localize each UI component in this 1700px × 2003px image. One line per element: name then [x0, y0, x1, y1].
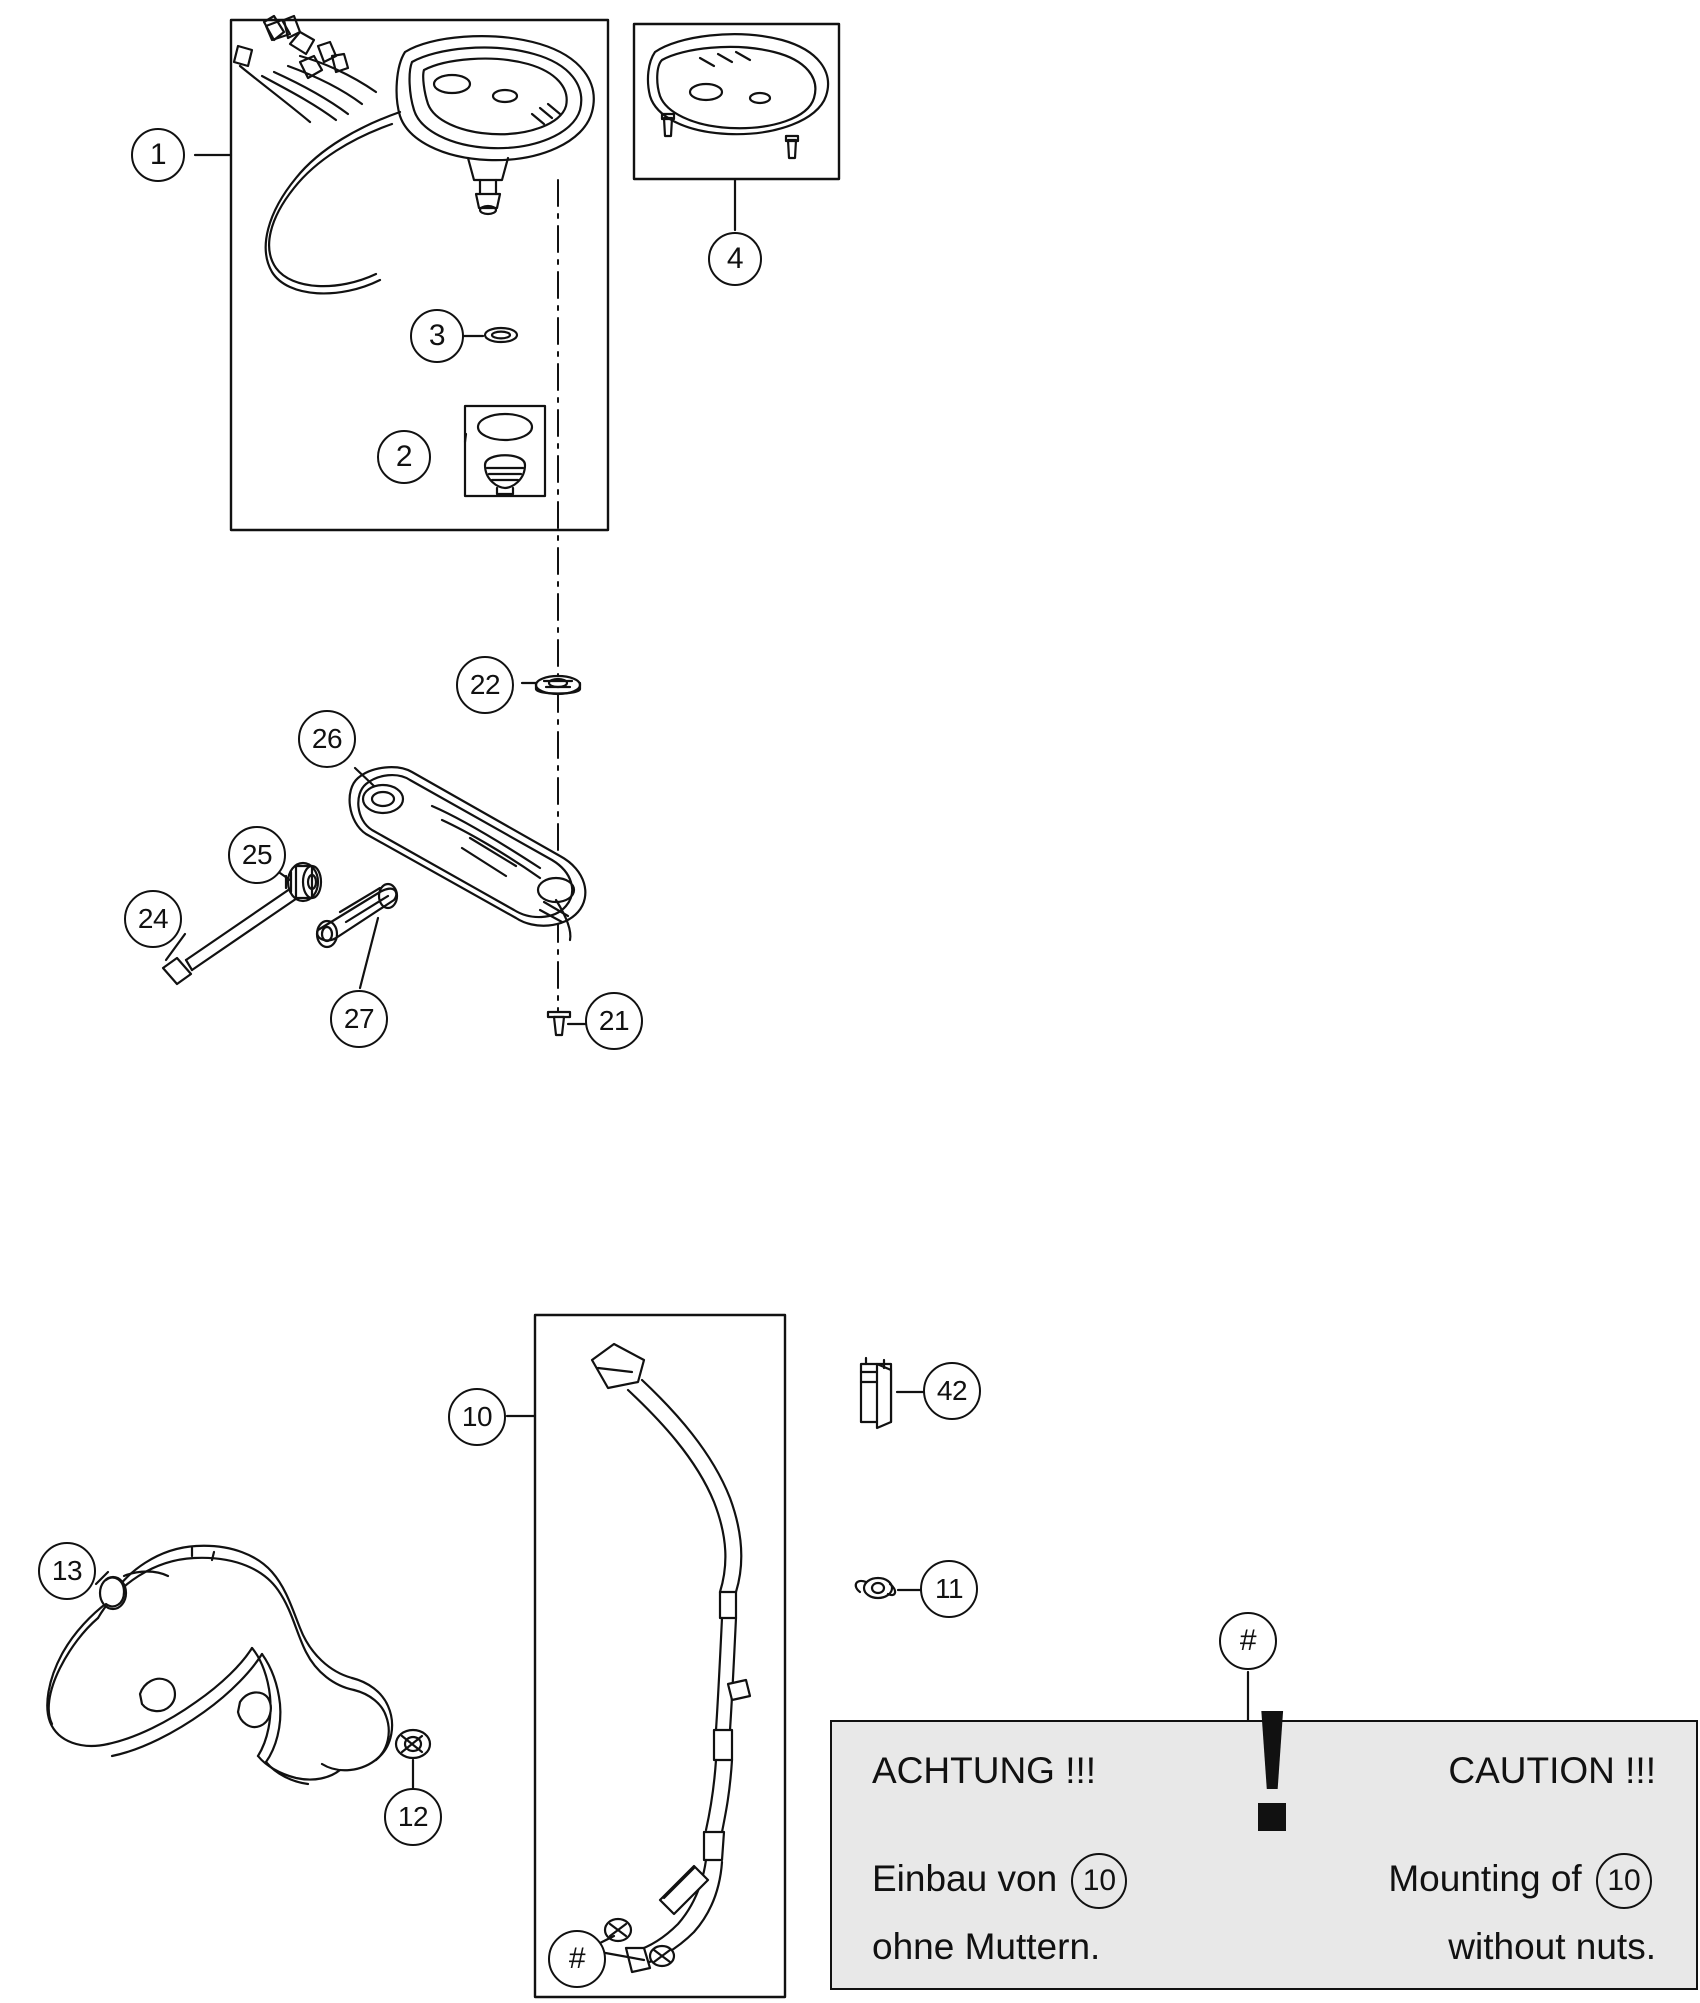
callout-label: 4	[726, 242, 744, 275]
note-line1-row	[832, 1852, 1696, 1910]
callout-21[interactable]	[585, 992, 643, 1050]
part-26-bracket	[350, 767, 586, 940]
note-en-line1	[1388, 1853, 1656, 1909]
callout-27[interactable]	[330, 990, 388, 1048]
callout-label: 13	[51, 1555, 83, 1586]
callout-label: 24	[137, 903, 169, 934]
part-12-washer	[396, 1730, 430, 1758]
callout-label: 22	[469, 669, 501, 700]
part-27-spacer	[317, 884, 397, 947]
callout-label: 42	[936, 1375, 968, 1406]
callout-24[interactable]	[124, 890, 182, 948]
exclamation-icon	[1255, 1711, 1289, 1831]
callout-label: 25	[241, 839, 273, 870]
callout-2[interactable]	[377, 430, 431, 484]
callout-10[interactable]	[448, 1388, 506, 1446]
note-en-ref-circle[interactable]	[1596, 1853, 1652, 1909]
callout-label: #	[1239, 1624, 1257, 1657]
callout-26[interactable]	[298, 710, 356, 768]
callout-1[interactable]	[131, 128, 185, 182]
callout-label: 11	[934, 1573, 964, 1604]
note-de-line2: ohne Muttern.	[872, 1926, 1101, 1967]
part-3-washer	[485, 328, 517, 342]
part-25-bushing	[286, 863, 321, 901]
note-de-line1-text: Einbau von	[872, 1857, 1058, 1899]
note-heading-en: CAUTION !!!	[1448, 1750, 1656, 1791]
callout-label: #	[568, 1942, 586, 1975]
note-en-line2: without nuts.	[1448, 1926, 1656, 1967]
part-24-bolt	[163, 882, 306, 984]
caution-note-box	[830, 1720, 1698, 1990]
callout-hash-note[interactable]	[1219, 1612, 1277, 1670]
note-heading-row	[832, 1736, 1696, 1806]
part-22-nut	[536, 676, 580, 694]
callout-22[interactable]	[456, 656, 514, 714]
callout-hash-cable[interactable]	[548, 1930, 606, 1988]
part-21-screw	[548, 1012, 570, 1035]
note-de-ref-label: 10	[1082, 1864, 1117, 1897]
callout-label: 21	[598, 1005, 630, 1036]
callout-label: 2	[395, 440, 413, 473]
part-11-clip	[856, 1578, 895, 1598]
callout-25[interactable]	[228, 826, 286, 884]
note-line2-row	[832, 1918, 1696, 1976]
callout-4[interactable]	[708, 232, 762, 286]
part-2-group	[465, 406, 545, 496]
callout-label: 12	[397, 1801, 429, 1832]
group-box-10	[535, 1315, 785, 1997]
callout-11[interactable]	[920, 1560, 978, 1618]
callout-12[interactable]	[384, 1788, 442, 1846]
note-en-line1-text: Mounting of	[1388, 1857, 1582, 1899]
note-en-ref-label: 10	[1607, 1864, 1641, 1897]
note-heading-de: ACHTUNG !!!	[872, 1750, 1097, 1791]
callout-label: 1	[149, 138, 167, 171]
callout-13[interactable]	[38, 1542, 96, 1600]
callout-42[interactable]	[923, 1362, 981, 1420]
note-de-line1	[872, 1853, 1131, 1909]
callout-label: 10	[461, 1401, 493, 1432]
note-de-ref-circle[interactable]	[1071, 1853, 1127, 1909]
callout-3[interactable]	[410, 309, 464, 363]
part-42-connector	[861, 1358, 891, 1428]
callout-label: 26	[311, 723, 343, 754]
callout-label: 3	[428, 319, 446, 352]
callout-label: 27	[343, 1003, 375, 1034]
